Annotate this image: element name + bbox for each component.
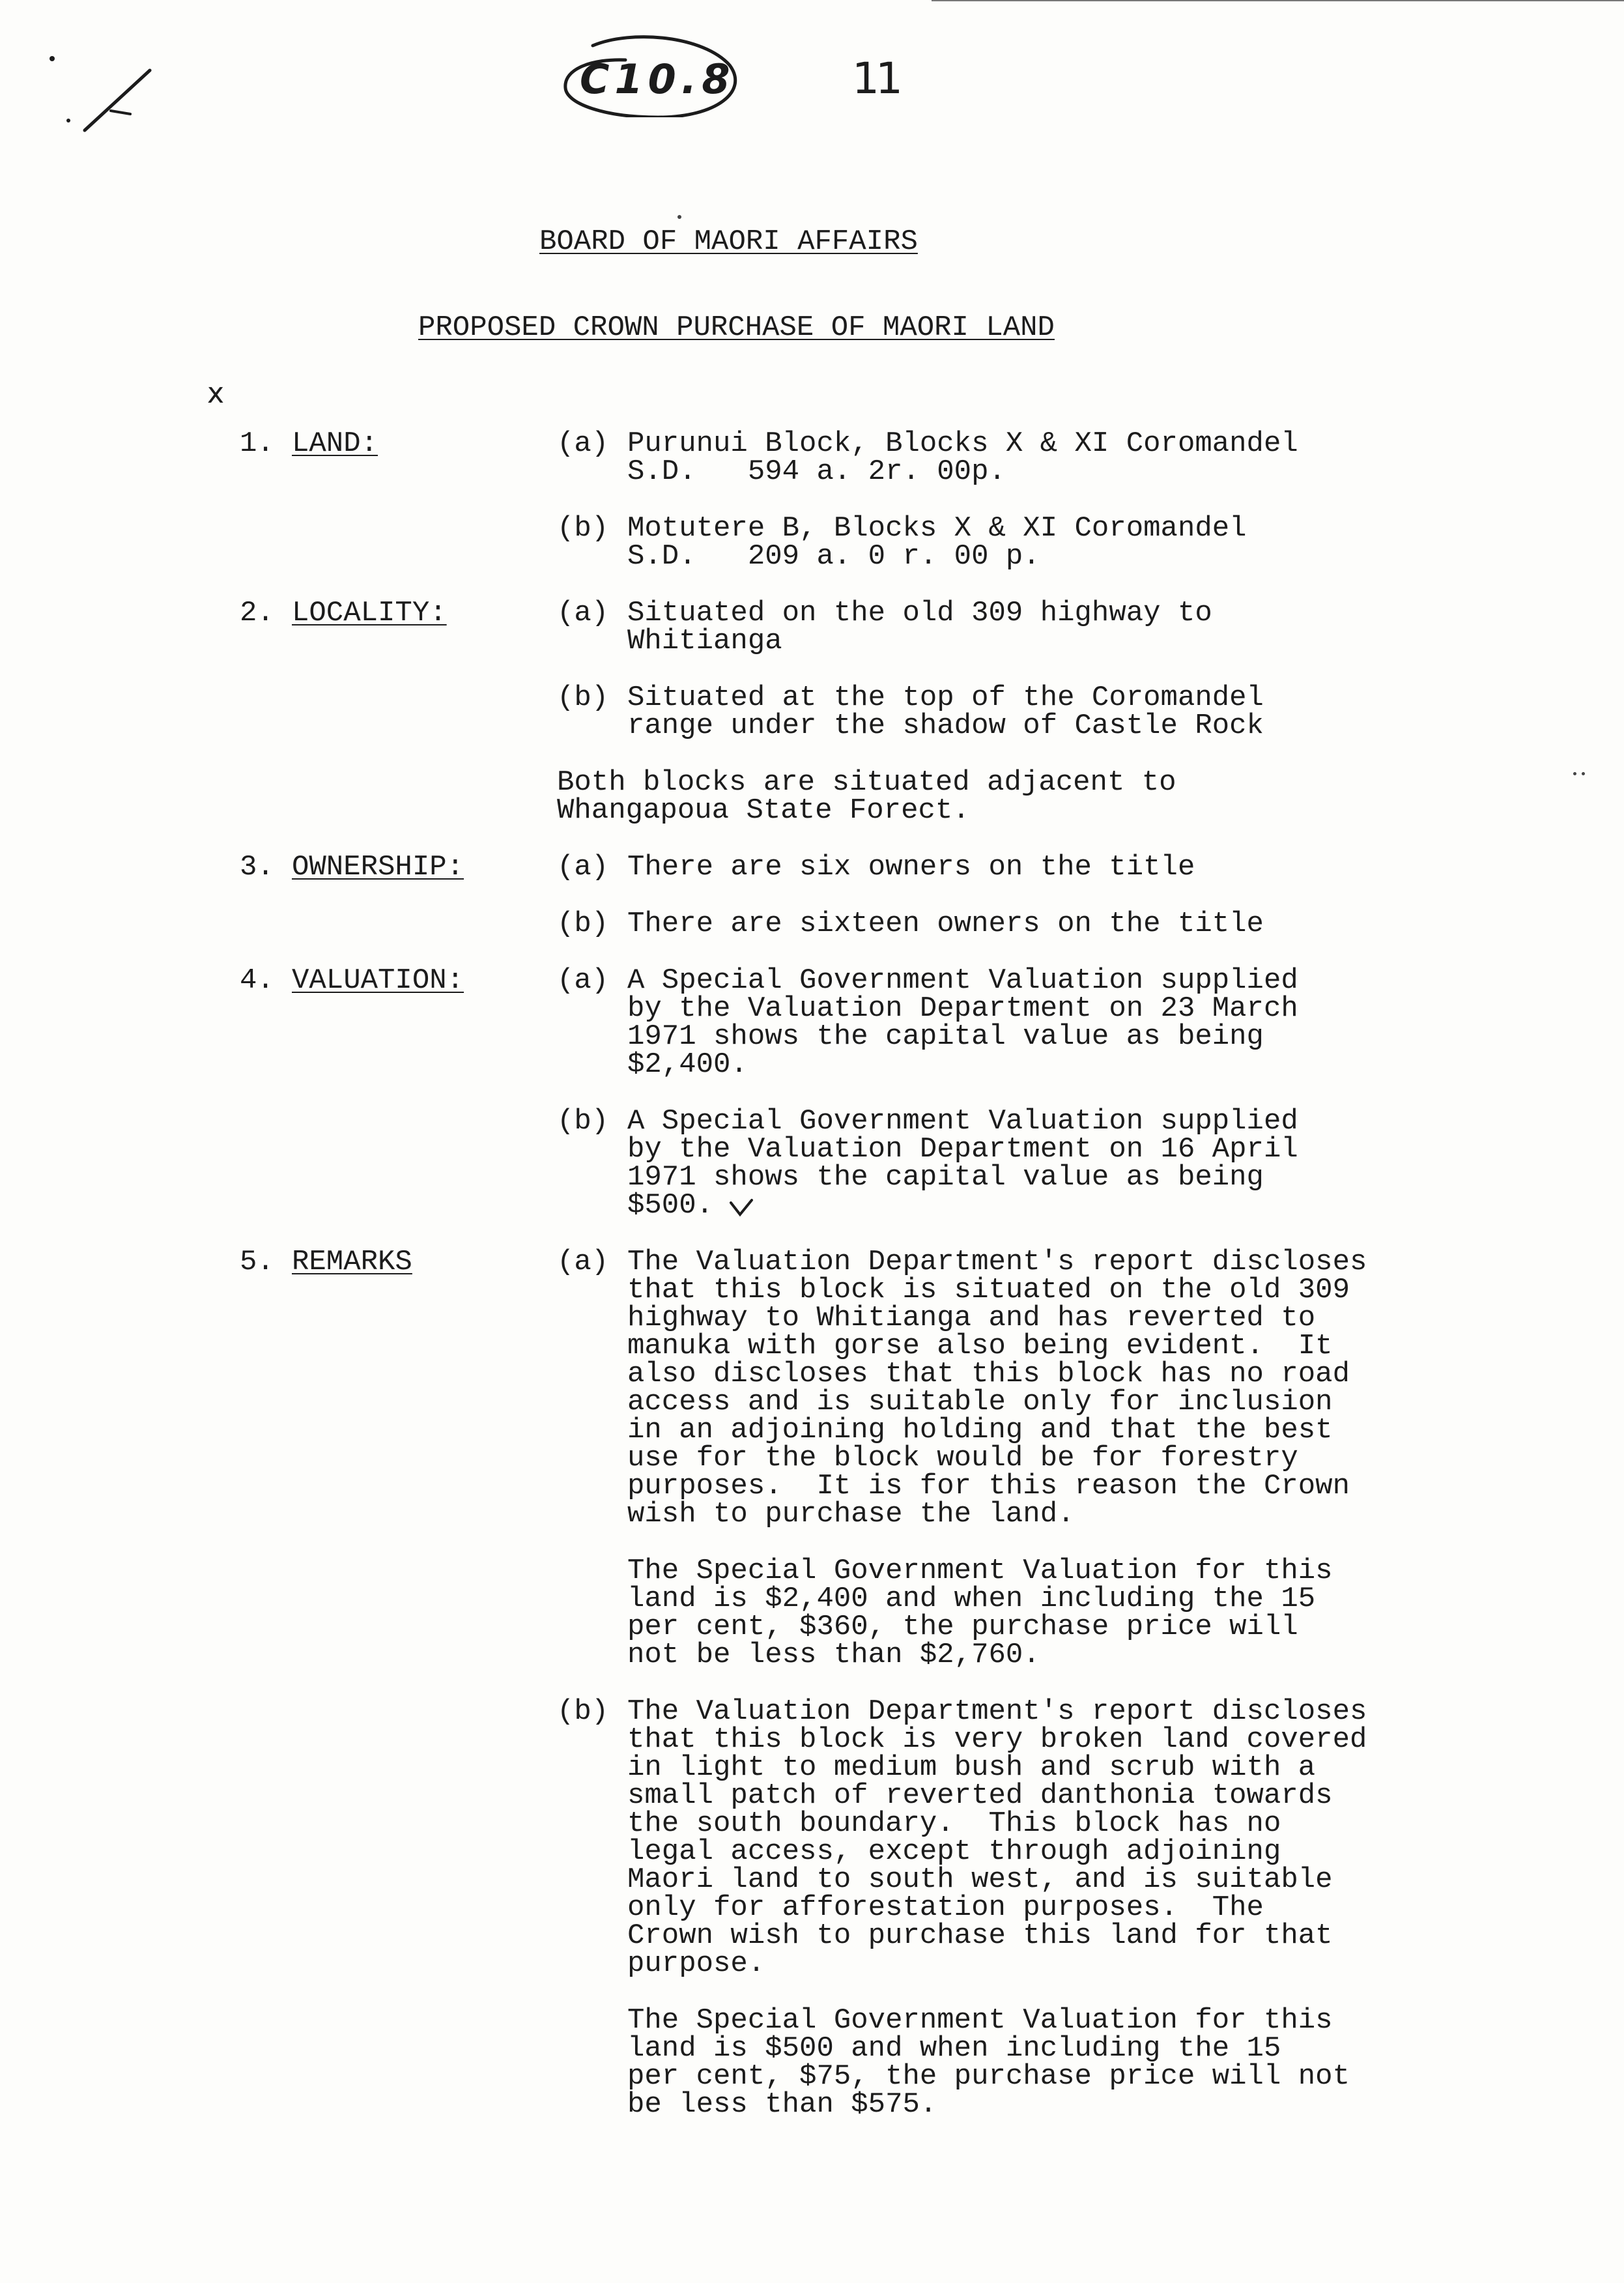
page-speck	[1582, 772, 1585, 775]
valuation-a-line-3: 1971 shows the capital value as being	[627, 1020, 1264, 1053]
handwritten-tick-mark	[728, 1198, 754, 1220]
remarks-a-line-9: purposes. It is for this reason the Crown	[627, 1470, 1350, 1502]
item-label-b: (b)	[557, 1695, 609, 1728]
item-label-b: (b)	[557, 682, 609, 714]
locality-note-line-2: Whangapoua State Forect.	[557, 794, 970, 827]
handwritten-page-number: 11	[852, 53, 899, 104]
section-number: 5.	[240, 1246, 274, 1278]
item-label-a: (a)	[557, 597, 609, 629]
remarks-b-price-line-2: land is $500 and when including the 15	[627, 2032, 1281, 2065]
remarks-a-line-10: wish to purchase the land.	[627, 1498, 1075, 1530]
land-b-line-1: Motutere B, Blocks X & XI Coromandel	[627, 512, 1247, 545]
valuation-b-line-3: 1971 shows the capital value as being	[627, 1161, 1264, 1194]
remarks-b-line-4: small patch of reverted danthonia towards	[627, 1779, 1333, 1812]
remarks-b-price-line-1: The Special Government Valuation for this	[627, 2004, 1333, 2037]
remarks-b-line-10: purpose.	[627, 1947, 765, 1980]
valuation-b-line-4: $500.	[627, 1189, 714, 1222]
remarks-b-line-9: Crown wish to purchase this land for that	[627, 1919, 1333, 1952]
remarks-a-line-1: The Valuation Department's report discloses	[627, 1246, 1367, 1278]
remarks-a-line-3: highway to Whitianga and has reverted to	[627, 1302, 1316, 1334]
handwritten-file-reference	[554, 20, 749, 117]
remarks-b-price-line-3: per cent, $75, the purchase price will not	[627, 2060, 1350, 2093]
remarks-a-line-6: access and is suitable only for inclusion	[627, 1386, 1333, 1418]
remarks-b-line-3: in light to medium bush and scrub with a	[627, 1751, 1316, 1784]
valuation-b-line-2: by the Valuation Department on 16 April	[627, 1133, 1298, 1166]
remarks-b-line-1: The Valuation Department's report discloses	[627, 1695, 1367, 1728]
valuation-a-line-1: A Special Government Valuation supplied	[627, 964, 1298, 997]
document-title: BOARD OF MAORI AFFAIRS	[539, 225, 918, 258]
remarks-a-line-8: use for the block would be for forestry	[627, 1442, 1298, 1474]
margin-x-mark: x	[207, 377, 225, 410]
remarks-a-price-line-3: per cent, $360, the purchase price will	[627, 1611, 1298, 1643]
handwritten-slash-mark	[39, 52, 169, 143]
remarks-a-line-2: that this block is situated on the old 309	[627, 1274, 1350, 1306]
remarks-a-price-line-2: land is $2,400 and when including the 15	[627, 1583, 1316, 1615]
section-number: 3.	[240, 851, 274, 883]
section-heading-valuation: VALUATION:	[292, 964, 464, 997]
remarks-a-line-5: also discloses that this block has no road	[627, 1358, 1350, 1390]
valuation-a-line-4: $2,400.	[627, 1048, 748, 1081]
remarks-a-line-7: in an adjoining holding and that the best	[627, 1414, 1333, 1446]
valuation-a-line-2: by the Valuation Department on 23 March	[627, 992, 1298, 1025]
document-subtitle: PROPOSED CROWN PURCHASE OF MAORI LAND	[418, 311, 1055, 344]
section-number: 4.	[240, 964, 274, 997]
remarks-b-line-5: the south boundary. This block has no	[627, 1807, 1281, 1840]
item-label-a: (a)	[557, 1246, 609, 1278]
item-label-b: (b)	[557, 1105, 609, 1138]
remarks-b-line-7: Maori land to south west, and is suitable	[627, 1863, 1333, 1896]
remarks-a-line-4: manuka with gorse also being evident. It	[627, 1330, 1333, 1362]
remarks-b-line-6: legal access, except through adjoining	[627, 1835, 1281, 1868]
item-label-b: (b)	[557, 908, 609, 940]
remarks-a-price-line-1: The Special Government Valuation for this	[627, 1555, 1333, 1587]
section-heading-remarks: REMARKS	[292, 1246, 412, 1278]
land-b-line-2: S.D. 209 a. 0 r. 00 p.	[627, 540, 1040, 573]
remarks-b-price-line-4: be less than $575.	[627, 2088, 937, 2121]
page-speck	[1573, 772, 1576, 775]
valuation-b-line-1: A Special Government Valuation supplied	[627, 1105, 1298, 1138]
ownership-b-text: There are sixteen owners on the title	[627, 908, 1264, 940]
remarks-b-line-2: that this block is very broken land covered	[627, 1723, 1367, 1756]
locality-note-line-1: Both blocks are situated adjacent to	[557, 766, 1176, 799]
land-a-line-1: Purunui Block, Blocks X & XI Coromandel	[627, 427, 1298, 460]
land-a-line-2: S.D. 594 a. 2r. 00p.	[627, 455, 1006, 488]
section-number: 1.	[240, 427, 274, 460]
page-speck	[677, 215, 681, 219]
remarks-b-line-8: only for afforestation purposes. The	[627, 1891, 1264, 1924]
section-heading-land: LAND:	[292, 427, 378, 460]
item-label-a: (a)	[557, 964, 609, 997]
handwritten-file-reference-text: C10.8	[580, 55, 735, 103]
locality-b-line-1: Situated at the top of the Coromandel	[627, 682, 1264, 714]
section-number: 2.	[240, 597, 274, 629]
locality-a-line-2: Whitianga	[627, 625, 782, 657]
item-label-a: (a)	[557, 427, 609, 460]
section-heading-ownership: OWNERSHIP:	[292, 851, 464, 883]
ownership-a-text: There are six owners on the title	[627, 851, 1195, 883]
remarks-a-price-line-4: not be less than $2,760.	[627, 1639, 1040, 1671]
page-top-edge-line	[932, 0, 1624, 1]
locality-a-line-1: Situated on the old 309 highway to	[627, 597, 1212, 629]
item-label-a: (a)	[557, 851, 609, 883]
section-heading-locality: LOCALITY:	[292, 597, 447, 629]
locality-b-line-2: range under the shadow of Castle Rock	[627, 710, 1264, 742]
item-label-b: (b)	[557, 512, 609, 545]
